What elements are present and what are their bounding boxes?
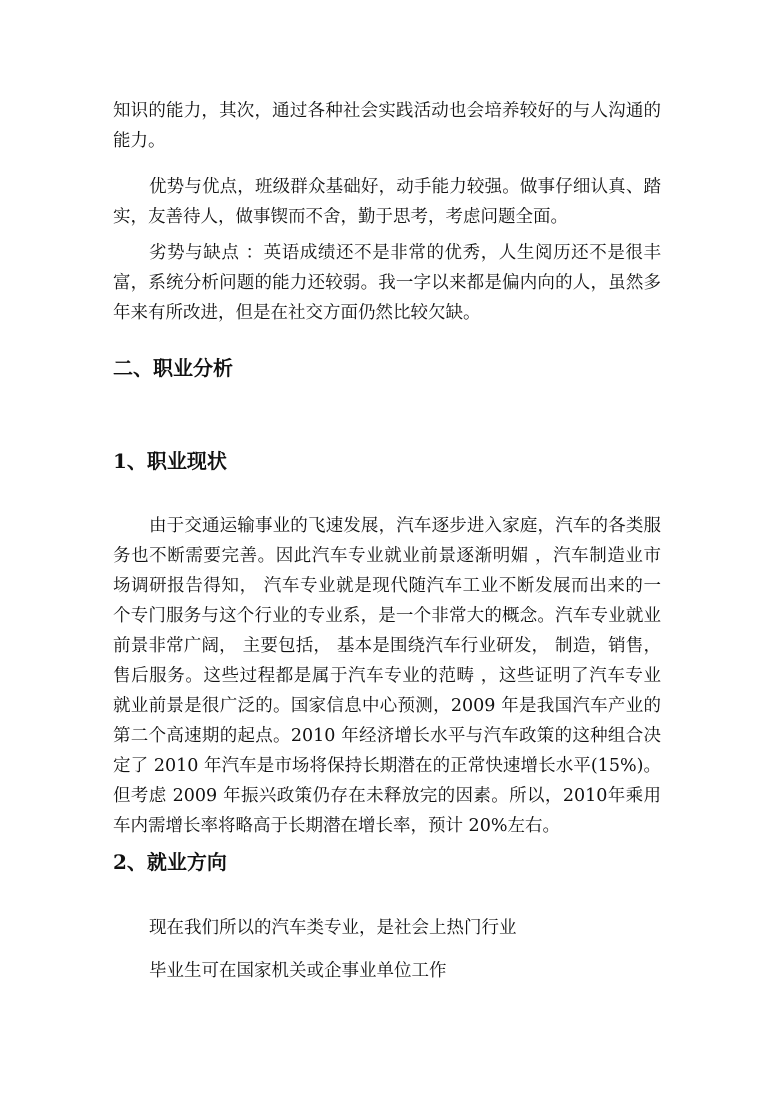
employment-line-popular-industry: 现在我们所以的汽车类专业，是社会上热门行业: [149, 918, 517, 938]
section-heading-career-analysis: 二、职业分析: [113, 356, 233, 380]
paragraph-weaknesses: 劣势与缺点 ：英语成绩还不是非常的优秀，人生阅历还不是很丰富，系统分析问题的能力还较弱。我一字以来都是偏内向的人，虽然多年来有所改进，但是在社交方面仍然比较欠缺。: [113, 243, 661, 323]
subheading-employment-direction: 2、就业方向: [113, 850, 227, 874]
paragraph-strengths: 优势与优点，班级群众基础好，动手能力较强。做事仔细认真、踏实，友善待人，做事锲而不舍，勤于思考，考虑问题全面。: [113, 177, 661, 227]
paragraph-communication-ability: 知识的能力，其次，通过各种社会实践活动也会培养较好的与人沟通的能力。: [113, 101, 661, 151]
employment-line-government-work: 毕业生可在国家机关或企事业单位工作: [149, 961, 447, 981]
paragraph-career-status: 由于交通运输事业的飞速发展，汽车逐步进入家庭，汽车的各类服务也不断需要完善。因此汽车专业就业前景逐渐明媚 ，汽车制造业市场调研报告得知， 汽车专业就是现代随汽车工业不断发展而出来的一个专门服务与这个行业的专业系，是一个非常大的概念。汽车专业就业前景非常广阔， 主要包括， 基本是围绕汽车行业研发， 制造，销售， 售后服务。这些过程都是属于汽车专业的范畴 ，这些证明了汽车专业就业前景是很广泛的。国家信息中心预测，2009 年是我国汽车产业的第二个高速期的起点。2010 年经济增长水平与汽车政策的这种组合决定了 2010 年汽车是市场将保持长期潜在的正常快速增长水平(15%)。但考虑 2009 年振兴政策仍存在未释放完的因素。所以，2010年乘用车内需增长率将略高于长期潜在增长率，预计 20%左右。: [113, 516, 661, 836]
subheading-career-status: 1、职业现状: [113, 449, 227, 473]
